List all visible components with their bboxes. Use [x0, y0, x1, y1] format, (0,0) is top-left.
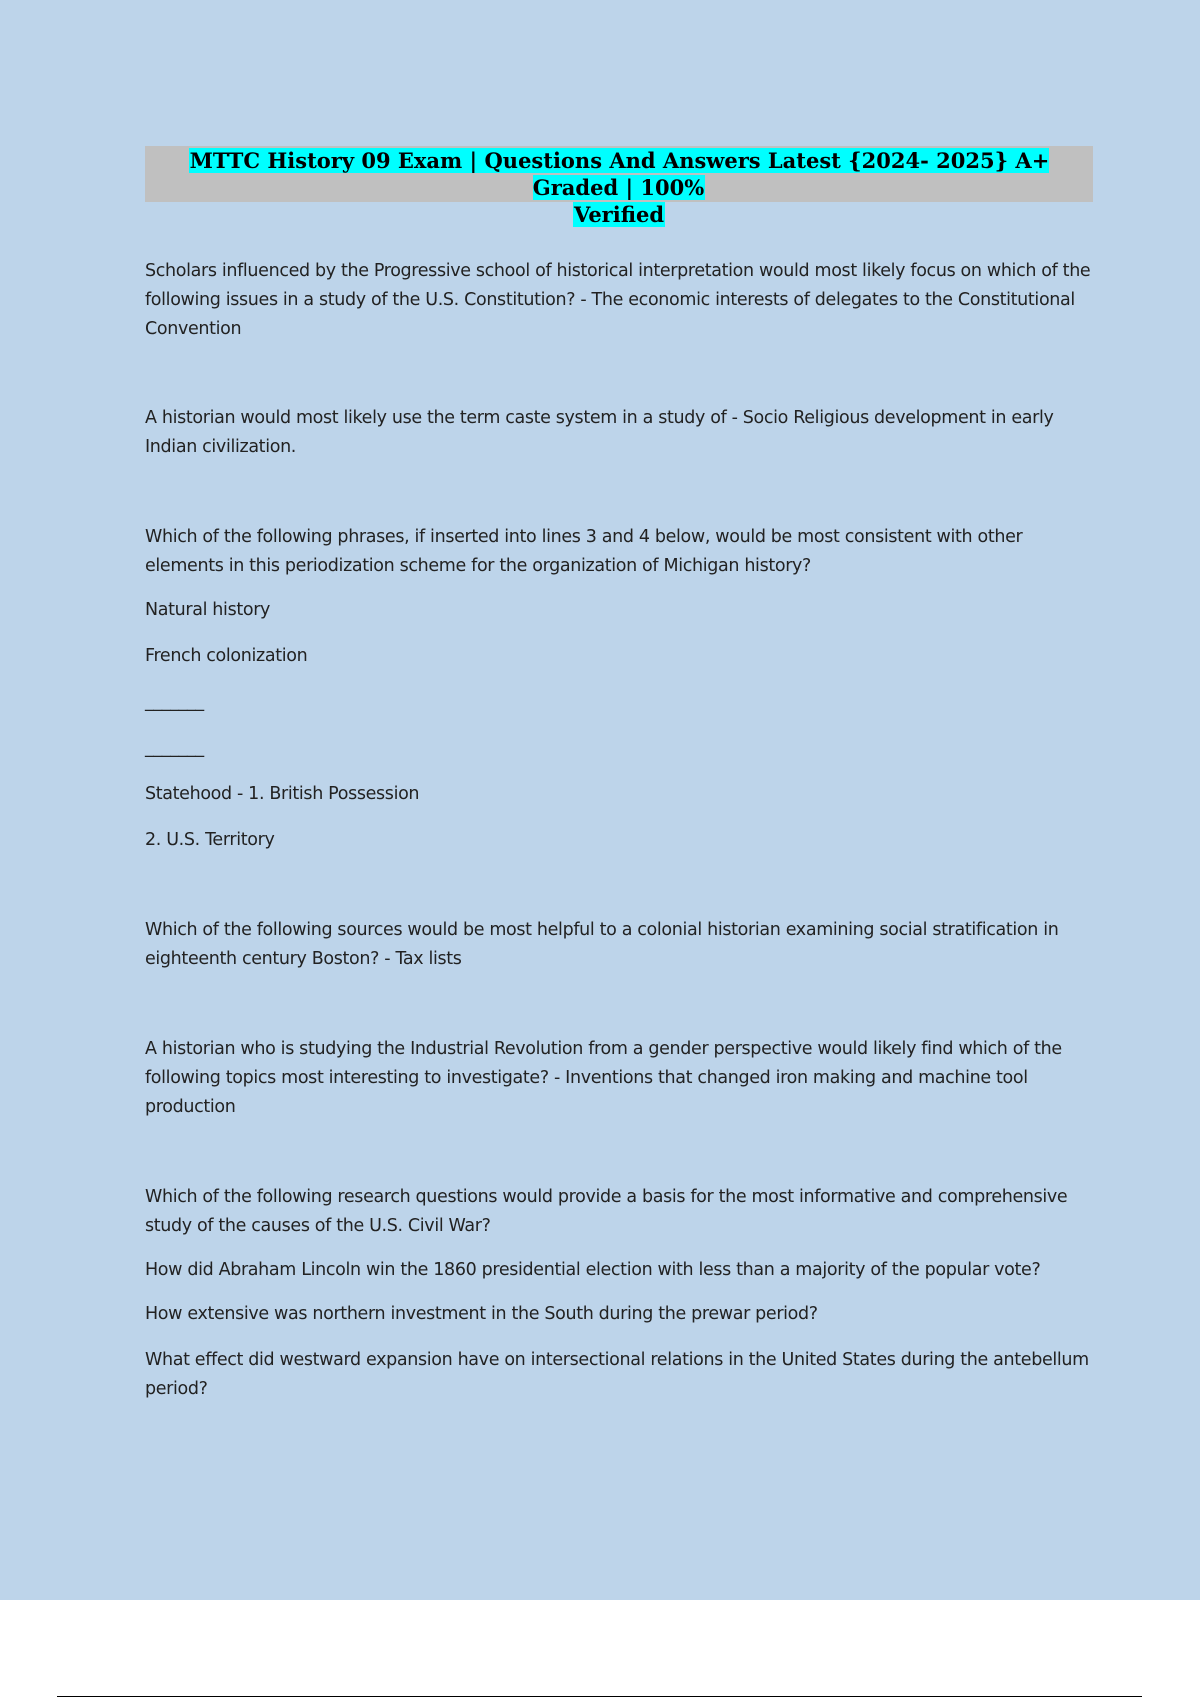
periodization-line-5: Statehood - 1. British Possession — [145, 784, 420, 804]
periodization-line-2: French colonization — [145, 646, 308, 666]
document-title — [145, 146, 1093, 227]
title-line-2: Verified — [573, 202, 665, 227]
question-civil-war: Which of the following research questions would provide a basis for the most informative and comprehensive study of the causes of the U.S. Civil War? — [145, 1187, 1068, 1236]
question-progressive-school: Scholars influenced by the Progressive school of historical interpretation would most likely focus on which of the following issues in a study of the U.S. Constitution? - The economic interests of delegates to the Constitutional Convention — [145, 261, 1091, 339]
question-industrial-revolution: A historian who is studying the Industrial Revolution from a gender perspective would likely find which of the following topics most interesting to investigate? - Inventions that changed iron making and machine tool production — [145, 1039, 1062, 1117]
civil-war-option-1: How did Abraham Lincoln win the 1860 presidential election with less than a majority of the popular vote? — [145, 1260, 1041, 1280]
civil-war-option-2: How extensive was northern investment in the South during the prewar period? — [145, 1304, 818, 1324]
title-line-1: MTTC History 09 Exam | Questions And Answers Latest {2024- 2025} A+ Graded | 100% — [189, 148, 1050, 200]
footer-divider — [57, 1696, 1142, 1697]
periodization-line-6: 2. U.S. Territory — [145, 830, 275, 850]
civil-war-option-3: What effect did westward expansion have on intersectional relations in the United States during the antebellum period? — [145, 1350, 1089, 1399]
document-body — [145, 257, 1093, 1404]
periodization-blank-3: _______ — [145, 692, 204, 712]
periodization-line-1: Natural history — [145, 600, 271, 620]
question-caste-system: A historian would most likely use the term caste system in a study of - Socio Religious development in early Indian civilization. — [145, 408, 1054, 457]
periodization-blank-4: _______ — [145, 738, 204, 758]
question-tax-lists: Which of the following sources would be most helpful to a colonial historian examining social stratification in eighteenth century Boston? - Tax lists — [145, 920, 1059, 969]
document-content — [145, 146, 1093, 1404]
question-periodization: Which of the following phrases, if inserted into lines 3 and 4 below, would be most consistent with other elements in this periodization scheme for the organization of Michigan history? — [145, 527, 1023, 576]
